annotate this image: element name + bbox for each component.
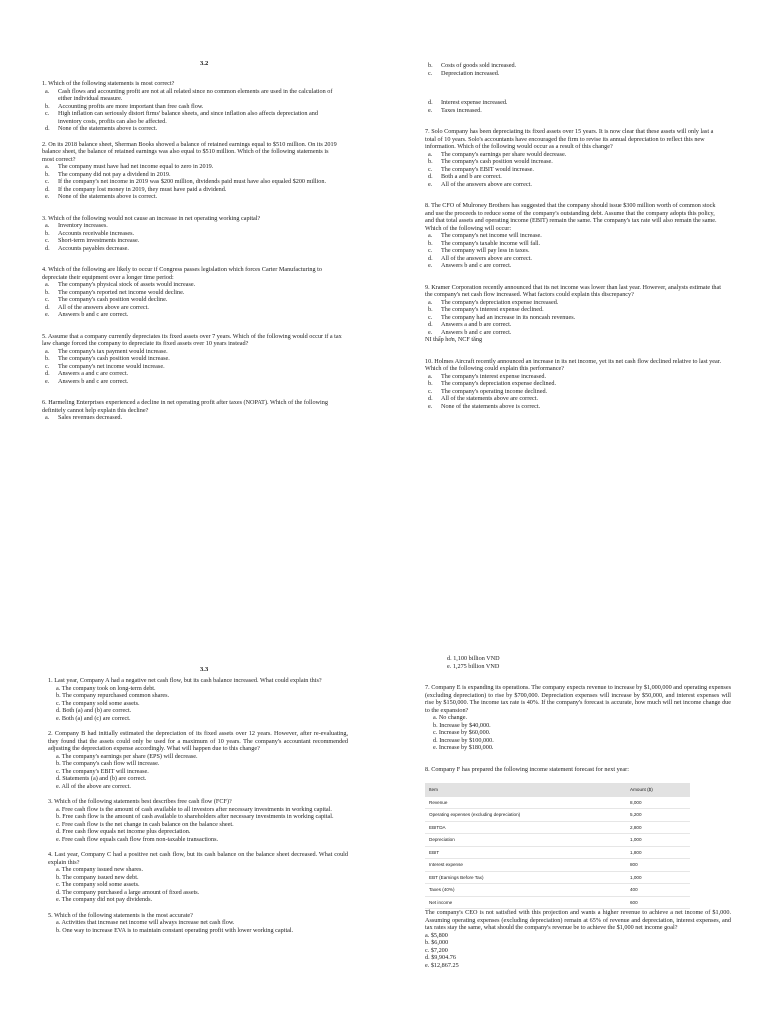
- option: a. The company issued new shares.: [56, 866, 144, 873]
- option: d. Free cash flow equals net income plus depreciation.: [56, 828, 191, 835]
- table-cell: 800: [626, 859, 690, 872]
- question-stem: 3. Which of the following statements best describes free cash flow (FCF)?: [48, 798, 232, 805]
- question-stem: 1. Last year, Company A had a negative net cash flow, but its cash balance increased. What could explain this?: [48, 677, 322, 684]
- option: c. The company will pay less in taxes.: [428, 247, 530, 254]
- option: c. The company's operating income declined.: [428, 387, 548, 395]
- table-cell: Depreciation: [425, 834, 626, 847]
- option: d. Answers a and b are correct.: [428, 321, 512, 328]
- question-5: [42, 333, 342, 386]
- option: a. Sales revenues decreased.: [45, 414, 123, 421]
- question-3: [42, 215, 342, 253]
- option: c. Increase by $60,000.: [433, 729, 491, 736]
- option: b. Accounting profits are more important than free cash flow.: [45, 102, 204, 110]
- question-6-tail: [425, 655, 731, 670]
- option: b. The company's taxable income will fall.: [428, 239, 541, 247]
- table-row: [425, 797, 690, 809]
- option: c. The company's EBIT will increase.: [56, 767, 149, 775]
- question-7: [425, 128, 725, 188]
- table-cell: Operating expenses (excluding depreciation): [425, 809, 626, 822]
- option: b. Increase by $40,000.: [433, 721, 491, 729]
- option: a. The company's tax payment would increase.: [45, 347, 168, 355]
- option: b. The company's cash position would increase.: [45, 355, 170, 362]
- option: e. Answers b and c are correct.: [45, 377, 129, 385]
- question-stem: 8. Company F has prepared the following income statement forecast for next year:: [425, 765, 629, 773]
- question-stem: 6. Harmeling Enterprises experienced a decline in net operating profit after taxes (NOPAT). Which of the following definitely cannot help explain this decline?: [42, 399, 328, 414]
- option: b. Costs of goods sold increased.: [428, 62, 517, 69]
- option: a. Cash flows and accounting profit are not at all related since no common elements are used in the calculation of either individual measure.: [45, 87, 333, 102]
- option: e. All of the answers above are correct.: [428, 180, 532, 188]
- table-header-row: [425, 783, 690, 797]
- option: d. All of the answers above are correct.: [45, 303, 149, 311]
- question-stem: 2. Company B had initially estimated the depreciation of its fixed assets over 12 years. However, after re-evaluating, they found that the assets could only be used for a maximum of 10 years. The company's accountant recommended adjusting the depreciation expense accordingly. What will happen due to this change?: [48, 730, 348, 752]
- option: b. The company did not pay a dividend in 2019.: [45, 170, 171, 178]
- table-cell: Revenue: [425, 797, 626, 809]
- option: d. 1,100 billion VND: [447, 655, 500, 662]
- table-cell: 5,200: [626, 809, 690, 822]
- option: e. $12,867.25: [425, 961, 459, 969]
- option: a. Free cash flow is the amount of cash available to all investors after necessary investments in working capital.: [56, 805, 332, 813]
- option: a. Inventory increases.: [45, 222, 108, 229]
- option: d. Accounts payables decrease.: [45, 244, 129, 252]
- column-header: Amount ($): [626, 783, 690, 797]
- option: d. $9,904.76: [425, 954, 456, 961]
- option: c. Depreciation increased.: [428, 69, 500, 77]
- option: c. The company had an increase in its noncash revenues.: [428, 313, 576, 321]
- question-4: [42, 266, 342, 319]
- option: d. None of the statements above is correct.: [45, 125, 158, 132]
- option: c. The company sold some assets.: [56, 881, 140, 888]
- option: e. The company did not pay dividends.: [56, 896, 153, 903]
- option: d. If the company lost money in 2019, they must have paid a dividend.: [45, 185, 227, 193]
- question-stem: 9. Kramer Corporation recently announced that its net income was lower than last year. However, analysts estimate that the company's net cash flow increased. What factors could explain this discrepancy?: [425, 283, 721, 298]
- option: e. 1,275 billion VND: [447, 662, 500, 670]
- question-continuation: The company's CEO is not satisfied with this projection and wants a higher revenue to achieve a net income of $1,000. Assuming operating expenses (excluding depreciation) remain at 65% of revenue and depreciation, interest expenses, and tax rates stay the same, what should the company's revenue be to achieve the $1,000 net income goal?: [425, 909, 731, 931]
- table-row: [425, 821, 690, 834]
- table-cell: 600: [626, 896, 690, 909]
- question-stem: 7. Company E is expanding its operations. The company expects revenue to increase by $1,000,000 and operating expenses (excluding depreciation) to rise by $700,000. Depreciation expenses will increase by $50,000, and interest expenses will rise by $150,000. The income tax rate is 40%. If the company's forecast is accurate, how much will net income change due to the expansion?: [425, 684, 731, 714]
- option: d. The company purchased a large amount of fixed assets.: [56, 888, 200, 896]
- table-cell: EBT (Earnings Before Tax): [425, 871, 626, 884]
- question-2: [42, 141, 342, 201]
- option: b. One way to increase EVA is to maintain constant operating profit with lower working capital.: [56, 926, 294, 934]
- option: c. If the company's net income in 2019 was $200 million, dividends paid must have also equaled $200 million.: [45, 178, 326, 185]
- question-stem: 1. Which of the following statements is most correct?: [42, 80, 175, 87]
- option: d. Statements (a) and (b) are correct.: [56, 775, 147, 782]
- option: a. Activities that increase net income will always increase net cash flow.: [56, 919, 235, 926]
- table-cell: 8,000: [626, 797, 690, 809]
- table-row: [425, 896, 690, 909]
- question-4: [48, 851, 348, 904]
- option: a. The company's earnings per share (EPS) will decrease.: [56, 752, 198, 760]
- option: c. High inflation can seriously distort firms' balance sheets, and since inflation also affects depreciation and inventory costs, profits can also be affected.: [45, 110, 318, 125]
- option: e. Free cash flow equals cash flow from non-taxable transactions.: [56, 835, 219, 843]
- question-1: [42, 80, 342, 133]
- handwritten-note: NI thấp hơn, NCF tăng: [425, 336, 483, 343]
- option: d. Both a and b are correct.: [428, 173, 502, 180]
- question-stem: 4. Which of the following are likely to occur if Congress passes legislation which forces Carter Manufacturing to depreciate their equipment over a longer time period:: [42, 266, 322, 281]
- option: c. $7,200: [425, 946, 448, 954]
- option: e. Answers b and c are correct.: [428, 262, 512, 269]
- option: b. $6,000: [425, 939, 449, 946]
- question-9: [425, 284, 725, 344]
- question-stem: 5. Which of the following statements is the most accurate?: [48, 911, 193, 919]
- option: a. The company's net income will increase.: [428, 232, 542, 239]
- part1-left-column: [42, 80, 342, 422]
- option: a. The company's interest expense increased.: [428, 372, 547, 380]
- option: c. Short-term investments increase.: [45, 237, 140, 244]
- question-6-continued: [425, 62, 725, 114]
- option: b. The company's cash position would increase.: [428, 158, 553, 165]
- option: b. The company's depreciation expense declined.: [428, 380, 557, 387]
- option: e. Increase by $180,000.: [433, 744, 494, 751]
- option: b. The company repurchased common shares.: [56, 692, 170, 699]
- option: c. The company sold some assets.: [56, 699, 140, 707]
- part2-left-column: [48, 677, 348, 934]
- option: a. $5,800: [425, 931, 448, 939]
- option: e. Answers b and c are correct.: [45, 311, 129, 318]
- question-8: [425, 766, 731, 970]
- question-stem: 3. Which of the following would not cause an increase in net operating working capital?: [42, 214, 261, 222]
- question-2: [48, 730, 348, 790]
- option: a. The company must have had net income equal to zero in 2019.: [45, 163, 214, 170]
- option: b. The company issued new debt.: [56, 873, 139, 881]
- table-cell: 1,000: [626, 834, 690, 847]
- option: d. Increase by $100,000.: [433, 736, 494, 744]
- income-statement-table: [425, 783, 690, 909]
- option: e. Answers b and c are correct.: [428, 328, 512, 336]
- table-cell: Taxes (40%): [425, 884, 626, 897]
- option: d. All of the statements above are correct.: [428, 395, 539, 402]
- table-cell: Interest expense: [425, 859, 626, 872]
- option: d. Answers a and c are correct.: [45, 370, 129, 377]
- option: a. The company's earnings per share would decrease.: [428, 150, 567, 158]
- option: c. The company's EBIT would increase.: [428, 165, 534, 173]
- option: d. Both (a) and (b) are correct.: [56, 707, 132, 714]
- table-cell: EBIT: [425, 846, 626, 859]
- question-5: [48, 912, 348, 935]
- question-stem: 8. The CFO of Mulroney Brothers has suggested that the company should issue $300 million worth of common stock and use the proceeds to reduce some of the company's outstanding debt. Assume that the company adopts this policy, and that total assets and operating income (EBIT) remain the same. The company's tax rate will also remain the same. Which of the following will occur:: [425, 202, 717, 232]
- question-10: [425, 358, 725, 411]
- column-header: Item: [425, 783, 626, 797]
- option: e. None of the statements above is correct.: [428, 402, 541, 410]
- option: e. Taxes increased.: [428, 106, 482, 114]
- option: a. No change.: [433, 714, 468, 721]
- table-row: [425, 846, 690, 859]
- section-header-3-2: 3.2: [200, 60, 209, 67]
- question-6: [42, 399, 342, 422]
- table-row: [425, 871, 690, 884]
- section-header-3-3: 3.3: [200, 666, 209, 673]
- option: b. Free cash flow is the amount of cash available to shareholders after necessary investments in working capital.: [56, 813, 334, 820]
- option: a. The company took on long-term debt.: [56, 684, 156, 692]
- option: e. Both (a) and (c) are correct.: [56, 714, 131, 722]
- table-cell: 2,800: [626, 821, 690, 834]
- option: c. Free cash flow is the net change in cash balance on the balance sheet.: [56, 820, 234, 828]
- option: c. The company's cash position would decline.: [45, 296, 168, 303]
- question-8: [425, 202, 725, 270]
- question-stem: 5. Assume that a company currently depreciates its fixed assets over 7 years. Which of the following would occur if a tax law change forced the company to depreciate its fixed assets over 10 years instead?: [42, 332, 342, 347]
- part2-right-column: [425, 655, 731, 969]
- table-row: [425, 809, 690, 822]
- question-1: [48, 677, 348, 722]
- table-cell: 1,800: [626, 846, 690, 859]
- option: a. The company's physical stock of assets would increase.: [45, 281, 196, 288]
- option: b. Accounts receivable increases.: [45, 229, 135, 237]
- table-cell: Net income: [425, 896, 626, 909]
- question-stem: 7. Solo Company has been depreciating its fixed assets over 15 years. It is now clear that these assets will only last a total of 10 years. Solo's accountants have encouraged the firm to revise its annual depreciation to reflect this new information. Which of the following would occur as a result of this change?: [425, 128, 714, 150]
- option: a. The company's depreciation expense increased.: [428, 298, 559, 306]
- option: d. Interest expense increased.: [428, 99, 508, 106]
- option: b. The company's reported net income would decline.: [45, 288, 185, 296]
- question-stem: 10. Holmes Aircraft recently announced an increase in its net income, yet its net cash flow declined relative to last year. Which of the following could explain this performance?: [425, 357, 722, 372]
- part1-right-column: [425, 62, 725, 410]
- table-cell: EBITDA: [425, 821, 626, 834]
- option: c. The company's net income would increase.: [45, 362, 165, 370]
- table-row: [425, 834, 690, 847]
- table-row: [425, 859, 690, 872]
- option: b. The company's cash flow will increase.: [56, 760, 160, 767]
- question-stem: 2. On its 2018 balance sheet, Sherman Books showed a balance of retained earnings equal to $510 million. On its 2019 balance sheet, the balance of retained earnings was also equal to $510 million. Which of the following statements is most correct?: [42, 140, 337, 163]
- option: e. All of the above are correct.: [56, 782, 131, 790]
- table-cell: 1,000: [626, 871, 690, 884]
- option: d. All of the answers above are correct.: [428, 254, 532, 262]
- question-3: [48, 798, 348, 843]
- option: e. None of the statements above is correct.: [45, 193, 158, 200]
- table-cell: 400: [626, 884, 690, 897]
- question-stem: 4. Last year, Company C had a positive net cash flow, but its cash balance on the balance sheet decreased. What could explain this?: [48, 851, 348, 866]
- table-row: [425, 884, 690, 897]
- option: b. The company's interest expense declined.: [428, 306, 544, 313]
- question-7: [425, 684, 731, 752]
